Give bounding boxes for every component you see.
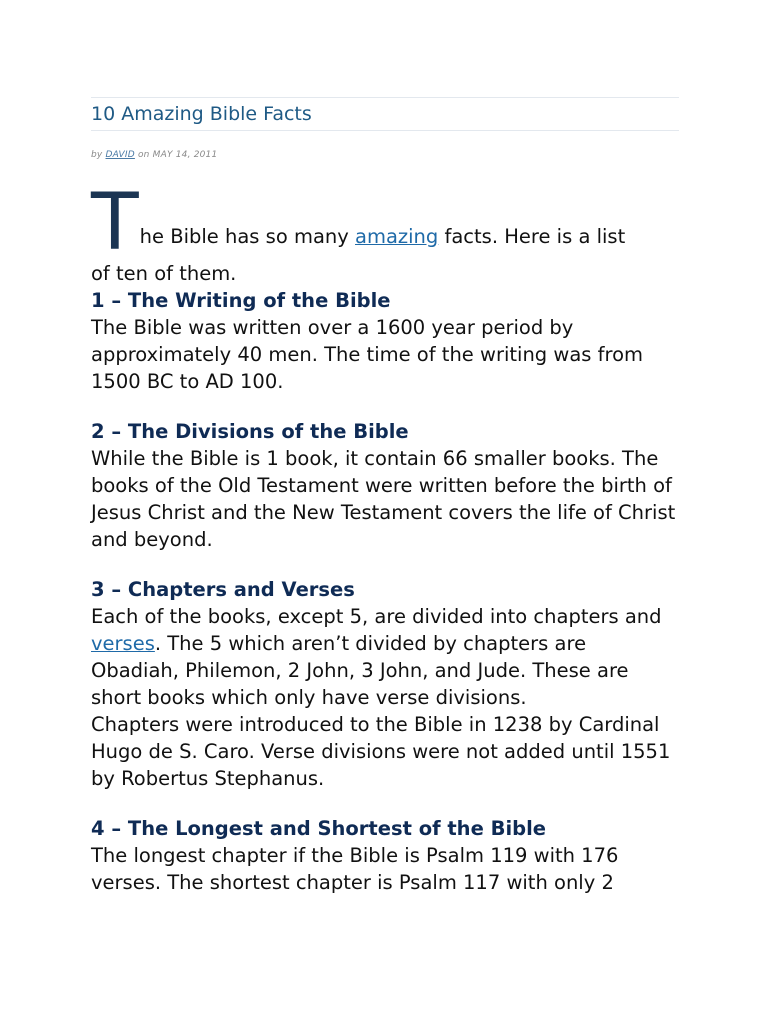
section-spacer — [91, 792, 679, 815]
section-spacer — [91, 395, 679, 418]
section-heading-3: 3 – Chapters and Verses — [91, 578, 355, 601]
section-body-3 — [91, 603, 679, 711]
intro-text-after: facts. Here is a list — [438, 225, 626, 248]
post-date: MAY 14, 2011 — [152, 150, 218, 160]
section-body-3b: Chapters were introduced to the Bible in 1238 by Cardinal Hugo de S. Caro. Verse divisions were not added until 1551 by Robertus Stephanus. — [91, 713, 671, 790]
byline — [91, 150, 679, 160]
section-heading-4: 4 – The Longest and Shortest of the Bible — [91, 817, 546, 840]
intro-line-2: of ten of them. — [91, 262, 237, 285]
section-heading-1: 1 – The Writing of the Bible — [91, 289, 391, 312]
intro-text-before: he Bible has so many — [139, 225, 355, 248]
drop-cap: T — [91, 178, 139, 268]
section-spacer — [91, 553, 679, 576]
intro-paragraph — [91, 178, 679, 287]
verses-link[interactable]: verses — [91, 632, 155, 655]
intro-line-1 — [91, 190, 679, 250]
author-link[interactable]: DAVID — [105, 150, 135, 160]
section-body-1: The Bible was written over a 1600 year period by approximately 40 men. The time of the writing was from 1500 BC to AD 100. — [91, 316, 644, 393]
byline-prefix: by — [91, 150, 103, 160]
section-body-2: While the Bible is 1 book, it contain 66 smaller books. The books of the Old Testament were written before the birth of Jesus Christ and the New Testament covers the life of Christ and beyond. — [91, 447, 676, 551]
article-page — [91, 97, 679, 896]
section-heading-2: 2 – The Divisions of the Bible — [91, 420, 409, 443]
section-3-text-after: . The 5 which aren’t divided by chapters are Obadiah, Philemon, 2 John, 3 John, and Jude. These are short books which only have verse divisions. — [91, 632, 629, 709]
amazing-link[interactable]: amazing — [355, 225, 439, 248]
post-title: 10 Amazing Bible Facts — [91, 103, 312, 125]
section-body-4: The longest chapter if the Bible is Psalm 119 with 176 verses. The shortest chapter is Psalm 117 with only 2 — [91, 844, 619, 894]
section-3-text-before: Each of the books, except 5, are divided into chapters and — [91, 605, 662, 628]
article-body — [91, 178, 679, 896]
byline-on: on — [137, 150, 150, 160]
title-block — [91, 97, 679, 131]
